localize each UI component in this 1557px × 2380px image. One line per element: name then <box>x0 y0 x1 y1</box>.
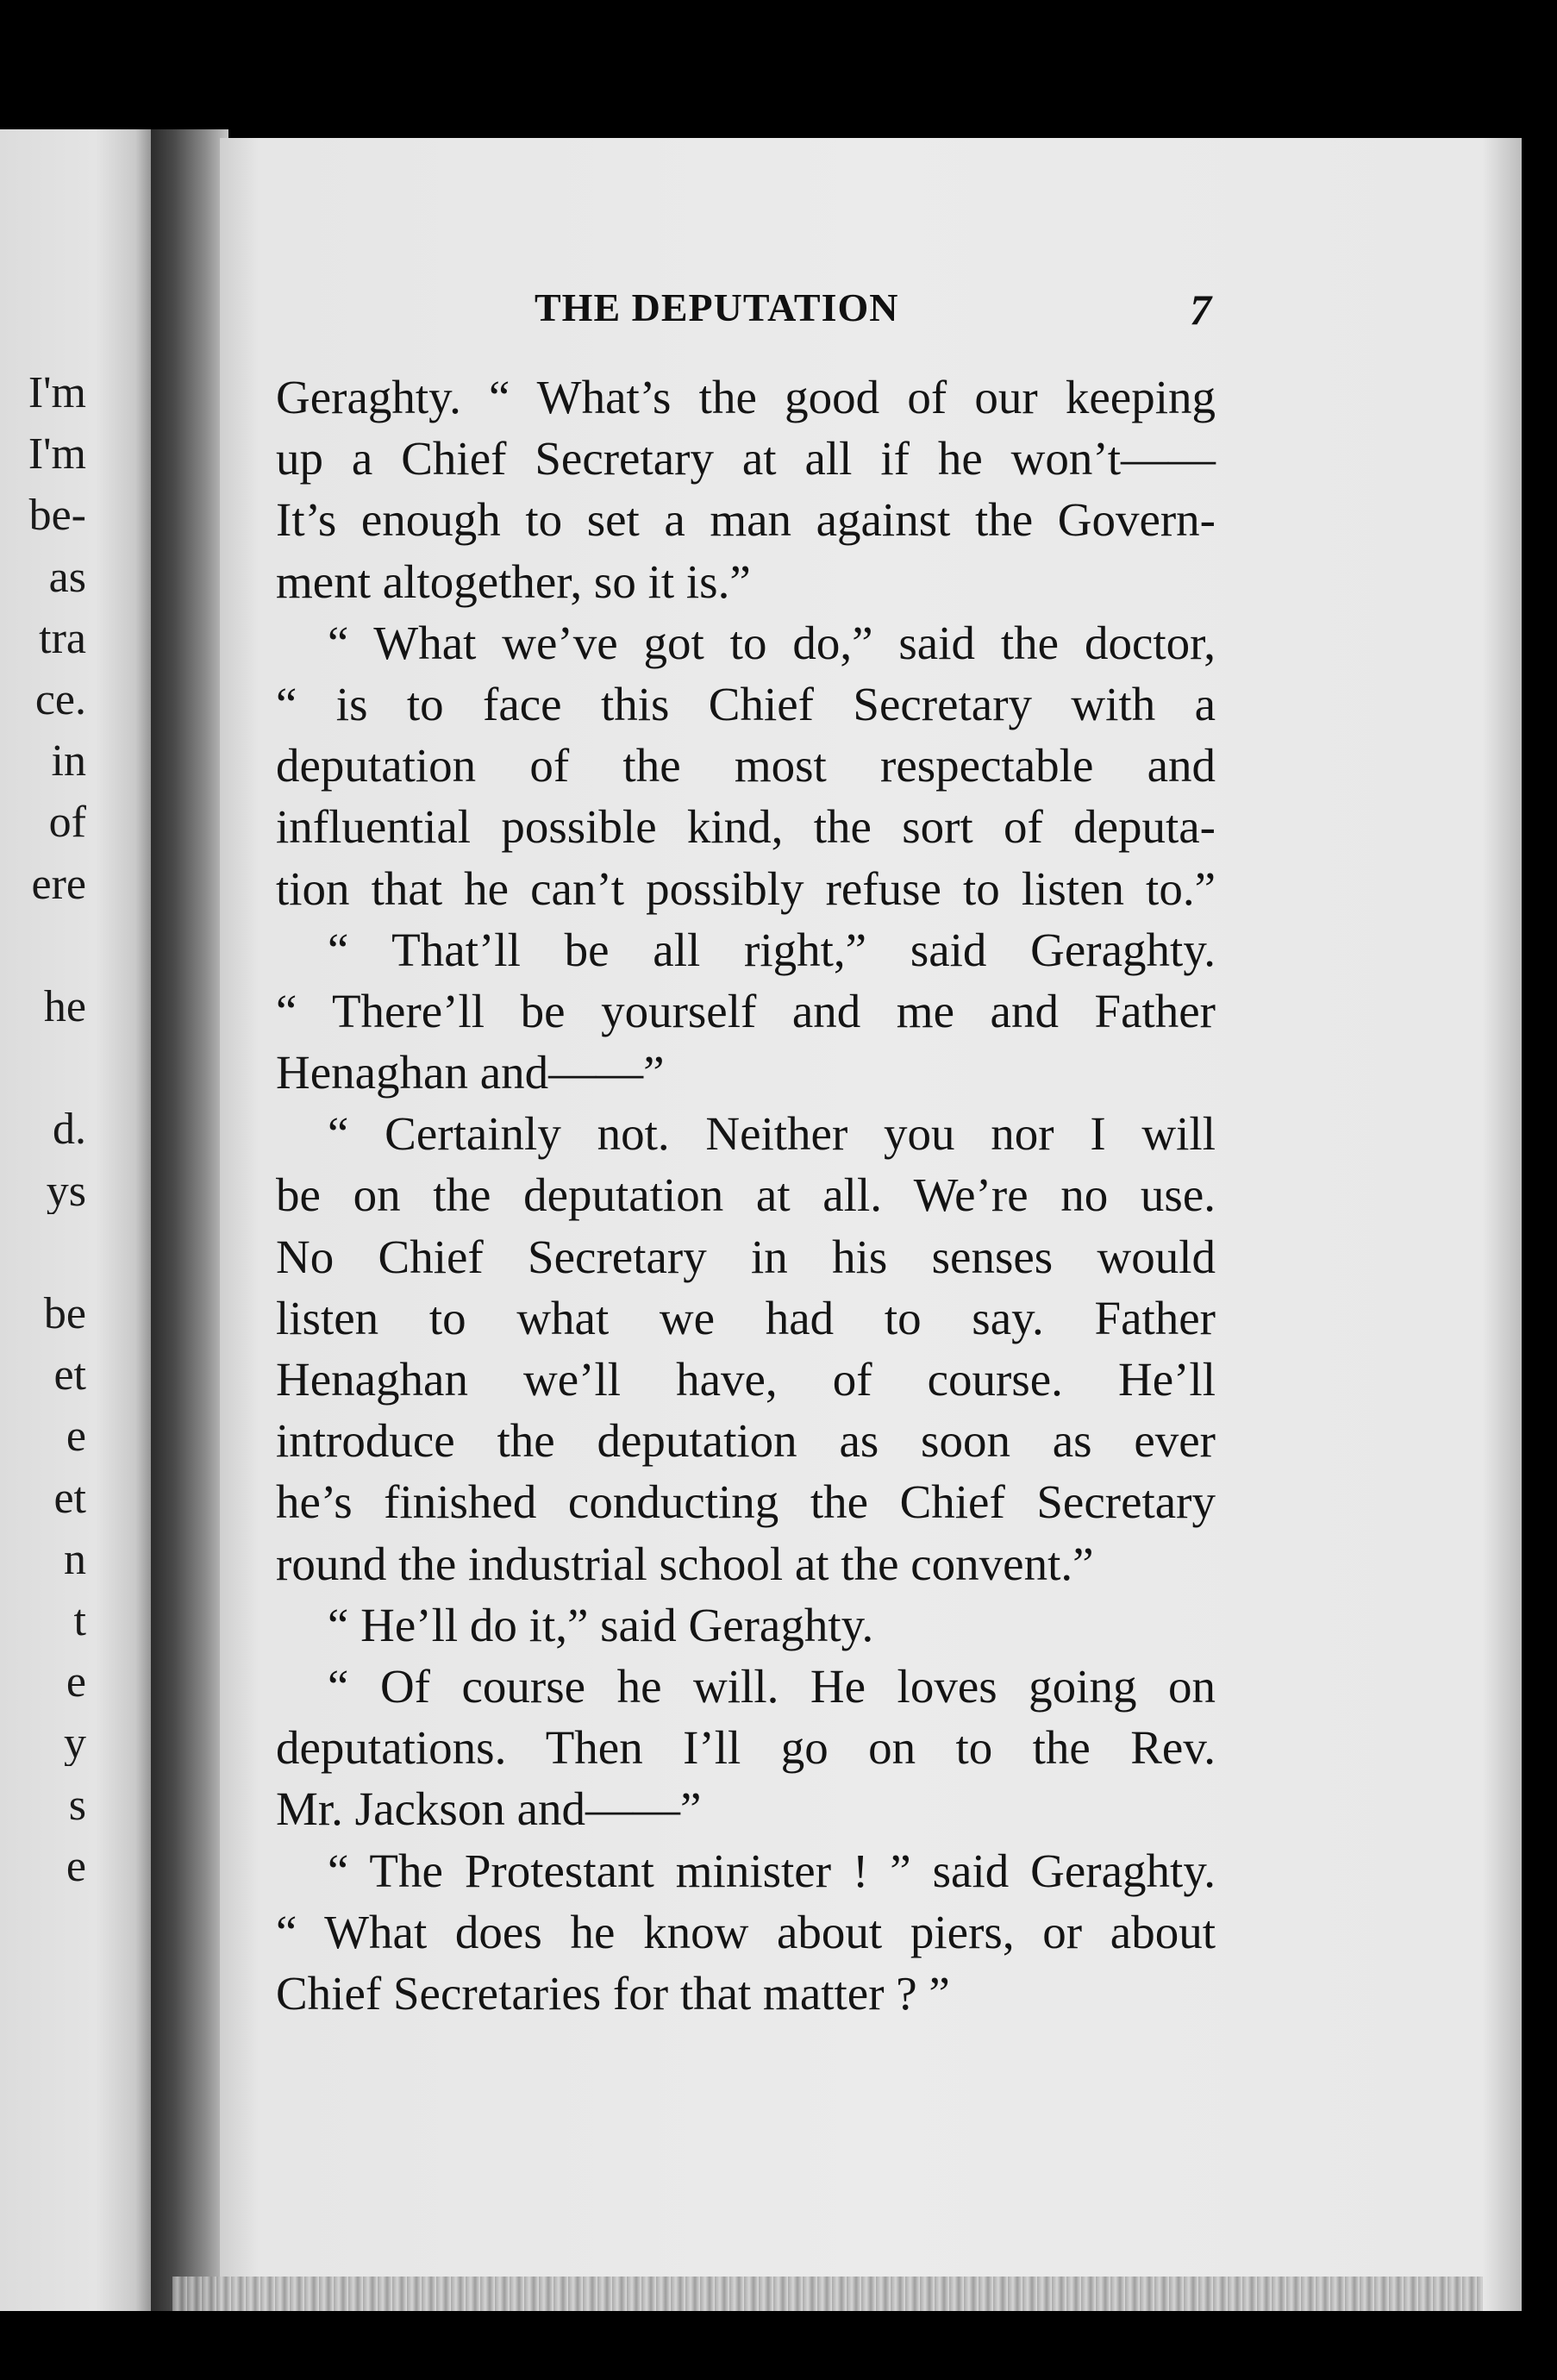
facing-page-fragment: n <box>64 1537 86 1582</box>
text-line: deputation of the most respectable and <box>276 739 1216 792</box>
facing-page-fragment: be <box>43 1292 86 1337</box>
text-line: Henaghan we’ll have, of course. He’ll <box>276 1353 1216 1406</box>
facing-page-fragment: he <box>43 985 86 1030</box>
facing-page-fragment: e <box>66 1844 86 1889</box>
facing-page-fragment: et <box>53 1475 86 1521</box>
facing-page-fragment: y <box>64 1721 86 1767</box>
body-text <box>276 366 1216 2024</box>
facing-page-fragment: ce. <box>34 678 86 723</box>
facing-page-fragment: s <box>68 1782 86 1828</box>
text-line: influential possible kind, the sort of deputa- <box>276 800 1216 854</box>
facing-page <box>0 129 159 2311</box>
facing-page-fragment: as <box>48 554 86 600</box>
facing-page-fragment: of <box>48 800 86 846</box>
text-line: listen to what we had to say. Father <box>276 1291 1216 1344</box>
facing-page-fragment: et <box>53 1353 86 1399</box>
text-line: Chief Secretaries for that matter ? ” <box>276 1966 950 2020</box>
text-line: It’s enough to set a man against the Govern- <box>276 493 1216 547</box>
text-line: “ There’ll be yourself and me and Father <box>276 984 1216 1037</box>
facing-page-fragment: ys <box>46 1168 86 1214</box>
facing-page-fragment: in <box>51 739 86 785</box>
book-gutter <box>151 129 228 2311</box>
facing-page-fragment: I'm <box>28 432 86 478</box>
text-line: “ That’ll be all right,” said Geraghty. <box>328 923 1216 976</box>
text-line: round the industrial school at the convent.” <box>276 1537 1094 1590</box>
running-head: THE DEPUTATION <box>535 285 899 329</box>
text-line: No Chief Secretary in his senses would <box>276 1230 1216 1283</box>
text-line: “ The Protestant minister ! ” said Geraghty. <box>328 1844 1216 1897</box>
text-line: he’s finished conducting the Chief Secretary <box>276 1475 1216 1529</box>
text-line: “ is to face this Chief Secretary with a <box>276 677 1216 730</box>
facing-page-fragment: t <box>73 1599 86 1644</box>
text-line: introduce the deputation as soon as ever <box>276 1414 1216 1468</box>
page-edge <box>172 2277 1483 2311</box>
text-line: Henaghan and——” <box>276 1046 665 1099</box>
text-line: “ What does he know about piers, or about <box>276 1905 1216 1958</box>
text-line: “ Of course he will. He loves going on <box>328 1659 1216 1713</box>
facing-page-fragment: e <box>66 1414 86 1460</box>
text-line: tion that he can’t possibly refuse to listen to.” <box>276 861 1216 915</box>
text-line: “ Certainly not. Neither you nor I will <box>328 1107 1216 1161</box>
text-line: deputations. Then I’ll go on to the Rev. <box>276 1721 1216 1775</box>
facing-page-fragment: tra <box>39 616 86 661</box>
facing-page-fragment: ere <box>31 861 86 907</box>
facing-page-fragment: be- <box>28 493 86 539</box>
text-line: be on the deputation at all. We’re no use. <box>276 1168 1216 1222</box>
facing-page-fragment: I'm <box>28 371 86 416</box>
text-line: “ He’ll do it,” said Geraghty. <box>328 1598 874 1651</box>
text-line: “ What we’ve got to do,” said the doctor, <box>328 616 1216 669</box>
text-line: up a Chief Secretary at all if he won’t—— <box>276 432 1216 485</box>
facing-page-fragment: d. <box>53 1107 86 1153</box>
text-line: Mr. Jackson and——” <box>276 1782 702 1836</box>
text-line: Geraghty. “ What’s the good of our keeping <box>276 371 1216 423</box>
facing-page-fragment: e <box>66 1660 86 1706</box>
page-number: 7 <box>1190 285 1211 334</box>
text-line: ment altogether, so it is.” <box>276 554 751 608</box>
